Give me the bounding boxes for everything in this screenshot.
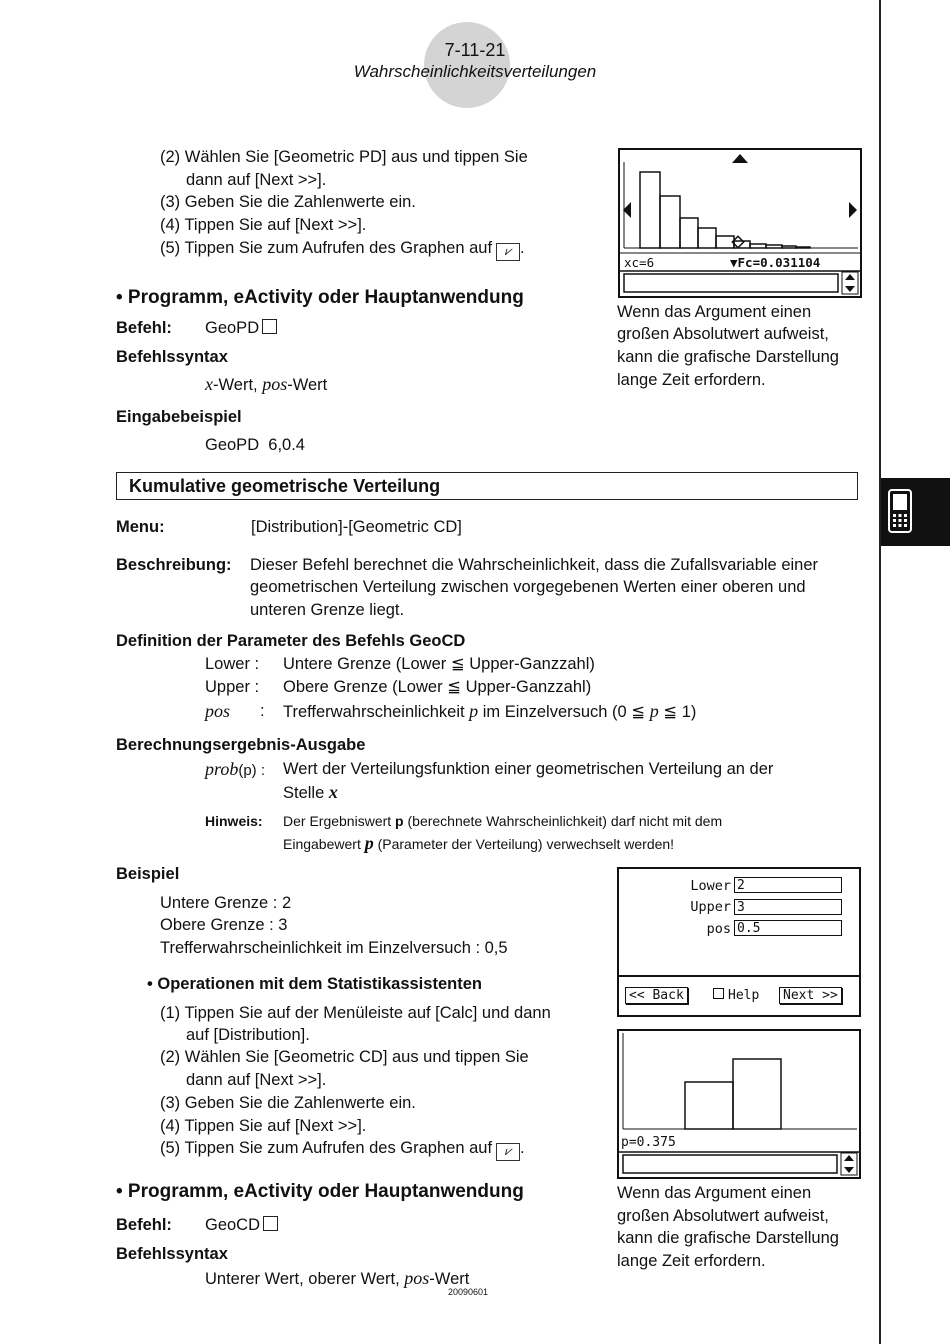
menu-value: [Distribution]-[Geometric CD] [251, 518, 462, 536]
pos-desc-a: Trefferwahrscheinlichkeit [283, 703, 470, 721]
step-2-top-cont: dann auf [Next >>]. [186, 171, 327, 189]
pos-desc-c: ≦ 1) [658, 703, 697, 721]
help-checkbox[interactable] [713, 988, 759, 1003]
calculator-icon [885, 488, 915, 534]
geopd-syntax-label: Befehlssyntax [116, 348, 228, 366]
upper-label: Upper [690, 899, 731, 915]
result-line2 [283, 781, 338, 804]
space-symbol [262, 319, 277, 334]
hint-1b: (berechnete Wahrscheinlichkeit) darf nicht mit dem [403, 813, 723, 829]
page-edge-rule [879, 0, 881, 1344]
geocd-befehl-value [205, 1214, 278, 1236]
step-2-top: (2) Wählen Sie [Geometric PD] aus und tippen Sie [160, 148, 528, 166]
pos-field[interactable]: 0.5 [734, 920, 842, 936]
note1-line1: Wenn das Argument einen [617, 303, 812, 321]
cumulative-bars [685, 1059, 781, 1129]
geopd-histogram [620, 150, 860, 296]
prob-symbol: prob [205, 759, 239, 779]
back-button[interactable]: << Back [625, 987, 688, 1004]
chapter-tab [881, 478, 950, 546]
graph-tool-icon: ⩗ [496, 243, 520, 261]
note2-line1: Wenn das Argument einen [617, 1184, 812, 1202]
step-4-top: (4) Tippen Sie auf [Next >>]. [160, 216, 367, 234]
geopd-heading: • Programm, eActivity oder Hauptanwendung [116, 287, 524, 308]
pos-label: pos [706, 921, 731, 937]
param-lower-desc: Untere Grenze (Lower ≦ Upper-Ganzzahl) [283, 655, 595, 673]
graph-screen-geocd [617, 1029, 861, 1179]
help-label: Help [728, 988, 760, 1003]
result-line2-text: Stelle [283, 784, 329, 802]
syntax-x: x [205, 374, 213, 394]
beispiel-line1: Untere Grenze : 2 [160, 894, 292, 912]
geocd-heading: • Programm, eActivity oder Hauptanwendung [116, 1181, 524, 1202]
hint-p-italic: p [364, 833, 374, 853]
geopd-example-value: GeoPD 6,0.4 [205, 436, 305, 454]
graph-screen-geopd [618, 148, 862, 298]
beispiel-line3: Trefferwahrscheinlichkeit im Einzelversuch : 0,5 [160, 939, 508, 957]
scroll-up-arrow-icon [732, 154, 748, 163]
hint-line1 [283, 810, 722, 832]
geocd-befehl-label: Befehl: [116, 1216, 172, 1234]
hint-p-bold: p [395, 813, 404, 829]
beispiel-line2: Obere Grenze : 3 [160, 916, 288, 934]
geopd-syntax [205, 373, 327, 396]
hint-label: Hinweis: [205, 813, 263, 829]
prob-rest: (p) : [238, 762, 266, 779]
checkbox-icon[interactable] [713, 988, 724, 999]
input-screen-geocd [617, 867, 861, 1017]
geocd-syntax-a: Unterer Wert, oberer Wert, [205, 1270, 405, 1288]
step-3-top: (3) Geben Sie die Zahlenwerte ein. [160, 193, 416, 211]
footer-code: 20090601 [447, 1287, 489, 1297]
syntax-x-rest: -Wert, [213, 376, 263, 394]
geocd-graph [619, 1031, 859, 1177]
status-fc: ▼Fc=0.031104 [730, 255, 821, 270]
input-line-box [623, 1155, 837, 1173]
beschreibung-label: Beschreibung: [116, 556, 232, 574]
geocd-syntax-label: Befehlssyntax [116, 1245, 228, 1263]
geocd-command: GeoCD [205, 1216, 261, 1234]
note2-line2: großen Absolutwert aufweist, [617, 1207, 829, 1225]
note2-line3: kann die grafische Darstellung [617, 1229, 839, 1247]
page-title: Wahrscheinlichkeitsverteilungen [353, 62, 597, 81]
hint-2a: Eingabewert [283, 836, 365, 852]
param-pos-desc [283, 700, 696, 723]
x-symbol: x [328, 782, 338, 802]
note1-line2: großen Absolutwert aufweist, [617, 325, 829, 343]
status-xc: xc=6 [624, 255, 655, 270]
op-step-1-cont: auf [Distribution]. [186, 1026, 310, 1044]
section-title: Kumulative geometrische Verteilung [129, 476, 441, 496]
next-button[interactable]: Next >> [779, 987, 842, 1004]
upper-field[interactable]: 3 [734, 899, 842, 915]
lower-field[interactable]: 2 [734, 877, 842, 893]
geopd-command: GeoPD [205, 319, 260, 337]
geopd-befehl-label: Befehl: [116, 319, 172, 337]
beschreibung-line2: geometrischen Verteilung zwischen vorgegebenen Werten einer oberen und [250, 578, 806, 596]
page-number: 7-11-21 [444, 40, 506, 60]
hint-line2 [283, 832, 674, 855]
param-pos-name [205, 700, 230, 723]
scroll-right-arrow-icon [849, 202, 857, 218]
result-line1: Wert der Verteilungsfunktion einer geometrischen Verteilung an der [283, 760, 774, 778]
definition-heading: Definition der Parameter des Befehls GeoCD [116, 632, 466, 650]
param-upper-desc: Obere Grenze (Lower ≦ Upper-Ganzzahl) [283, 678, 592, 696]
op-step-5-text: (5) Tippen Sie zum Aufrufen des Graphen auf [160, 1139, 493, 1157]
geopd-example-label: Eingabebeispiel [116, 408, 242, 426]
space-symbol [263, 1216, 278, 1231]
beispiel-heading: Beispiel [116, 865, 180, 883]
note2-line4: lange Zeit erfordern. [617, 1252, 766, 1270]
histogram-bars [640, 172, 810, 248]
graph-tool-icon: ⩗ [496, 1143, 520, 1161]
param-lower-name: Lower : [205, 655, 260, 673]
step-5-top: (5) Tippen Sie zum Aufrufen des Graphen auf ⩗ . [160, 237, 525, 261]
syntax-pos: pos [262, 374, 288, 394]
result-heading: Berechnungsergebnis-Ausgabe [116, 736, 366, 754]
op-step-1: (1) Tippen Sie auf der Menüleiste auf [Calc] und dann [160, 1004, 551, 1022]
hint-2b: (Parameter der Verteilung) verwechselt werden! [373, 836, 675, 852]
op-step-2: (2) Wählen Sie [Geometric CD] aus und tippen Sie [160, 1048, 529, 1066]
button-bar-divider [619, 975, 859, 977]
param-upper-name: Upper : [205, 678, 260, 696]
input-line-box [624, 274, 838, 292]
pos-desc-b: im Einzelversuch (0 ≦ [478, 703, 650, 721]
note1-line4: lange Zeit erfordern. [617, 371, 766, 389]
param-pos-colon: : [260, 702, 265, 720]
geocd-syntax-b: -Wert [429, 1270, 470, 1288]
p-symbol: p [469, 701, 479, 721]
syntax-pos-rest: -Wert [287, 376, 328, 394]
step-5-top-text: (5) Tippen Sie zum Aufrufen des Graphen auf [160, 239, 493, 257]
beschreibung-line3: unteren Grenze liegt. [250, 601, 405, 619]
hint-1a: Der Ergebniswert [283, 813, 396, 829]
op-step-2-cont: dann auf [Next >>]. [186, 1071, 327, 1089]
p-symbol-2: p [649, 701, 659, 721]
op-step-5: (5) Tippen Sie zum Aufrufen des Graphen auf ⩗ . [160, 1137, 525, 1161]
geopd-befehl-value [205, 317, 277, 339]
lower-label: Lower [690, 878, 731, 894]
op-step-4: (4) Tippen Sie auf [Next >>]. [160, 1117, 367, 1135]
section-title-box [116, 472, 858, 500]
geocd-syntax-pos: pos [404, 1268, 430, 1288]
note1-line3: kann die grafische Darstellung [617, 348, 839, 366]
pos-symbol: pos [205, 701, 231, 721]
op-step-3: (3) Geben Sie die Zahlenwerte ein. [160, 1094, 416, 1112]
status-probability: p=0.375 [621, 1135, 676, 1150]
result-name [205, 758, 265, 782]
beschreibung-line1: Dieser Befehl berechnet die Wahrscheinlichkeit, dass die Zufallsvariable einer [250, 556, 819, 574]
ops-heading: • Operationen mit dem Statistikassistenten [147, 975, 482, 993]
menu-label: Menu: [116, 518, 165, 536]
